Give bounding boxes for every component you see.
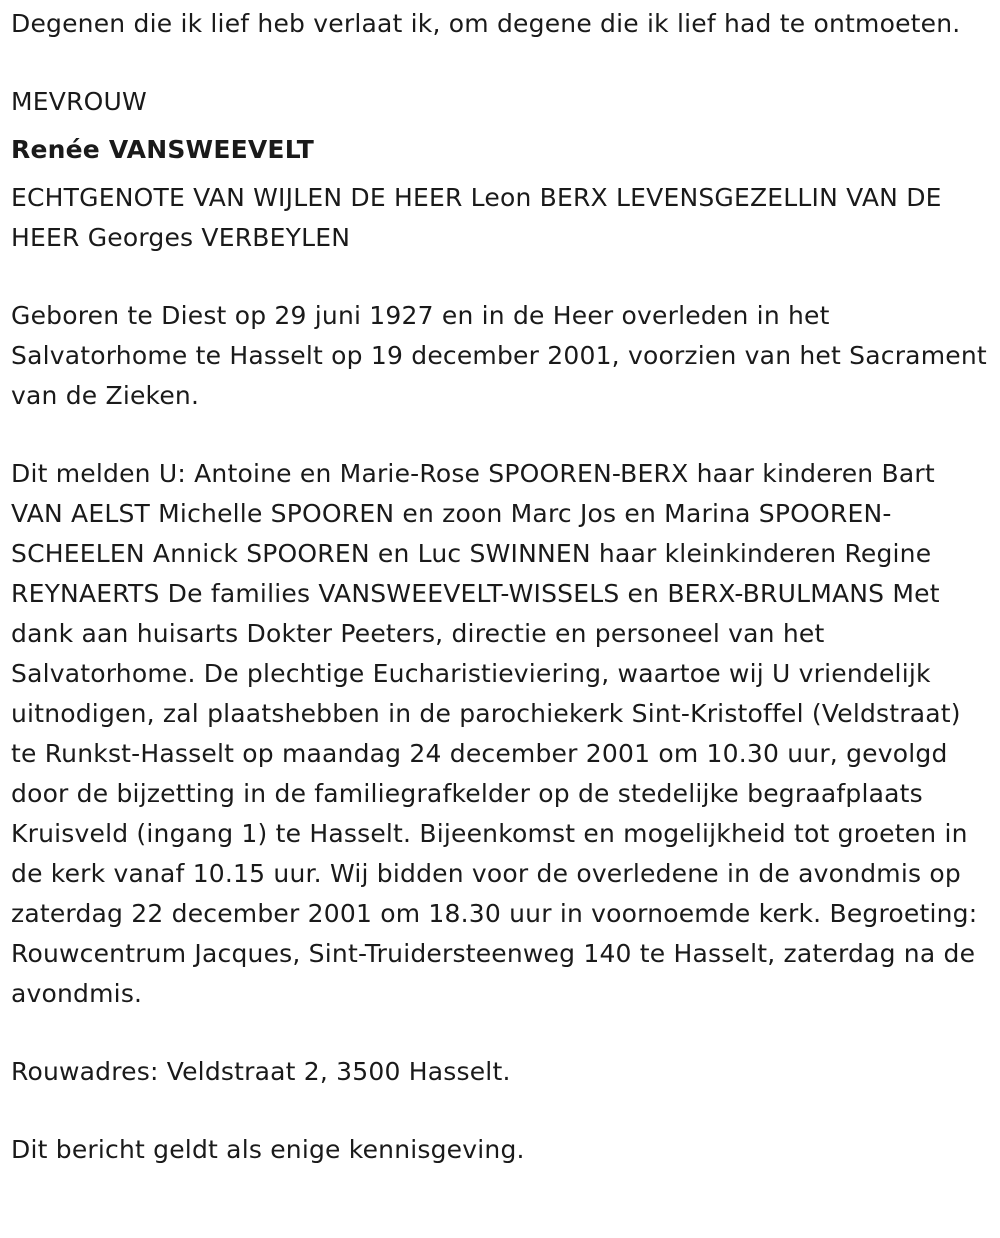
opening-quote: Degenen die ik lief heb verlaat ik, om degene die ik lief had te ontmoeten. xyxy=(11,9,961,38)
relation-line: ECHTGENOTE VAN WIJLEN DE HEER Leon BERX LEVENSGEZELLIN VAN DE HEER Georges VERBEYLEN xyxy=(11,183,942,252)
spacer xyxy=(11,1092,993,1130)
spacer xyxy=(11,44,993,82)
salutation: MEVROUW xyxy=(11,87,147,116)
spacer xyxy=(11,416,993,454)
announcement-paragraph: Dit melden U: Antoine en Marie-Rose SPOOREN-BERX haar kinderen Bart VAN AELST Michelle SPOOREN en zoon Marc Jos en Marina SPOOREN-SCHEELEN Annick SPOOREN en Luc SWINNEN haar kleinkinderen Regine REYNAERTS De families VANSWEEVELT-WISSELS en BERX-BRULMANS Met dank aan huisarts Dokter Peeters, directie en personeel van het Salvatorhome. De plechtige Eucharistieviering, waartoe wij U vriendelijk uitnodigen, zal plaatshebben in de parochiekerk Sint-Kristoffel (Veldstraat) te Runkst-Hasselt op maandag 24 december 2001 om 10.30 uur, gevolgd door de bijzetting in de familiegrafkelder op de stedelijke begraafplaats Kruisveld (ingang 1) te Hasselt. Bijeenkomst en mogelijkheid tot groeten in de kerk vanaf 10.15 uur. Wij bidden voor de overledene in de avondmis op zaterdag 22 december 2001 om 18.30 uur in voornoemde kerk. Begroeting: Rouwcentrum Jacques, Sint-Truidersteenweg 140 te Hasselt, zaterdag na de avondmis. xyxy=(11,459,978,1008)
spacer xyxy=(11,258,993,296)
birth-death-paragraph: Geboren te Diest op 29 juni 1927 en in de Heer overleden in het Salvatorhome te Hasselt op 19 december 2001, voorzien van het Sacrament van de Zieken. xyxy=(11,301,987,410)
death-notice-document xyxy=(11,4,993,1170)
spacer xyxy=(11,122,993,130)
deceased-name: Renée VANSWEEVELT xyxy=(11,135,314,164)
spacer xyxy=(11,1014,993,1052)
closing-notice: Dit bericht geldt als enige kennisgeving. xyxy=(11,1135,525,1164)
mourning-address: Rouwadres: Veldstraat 2, 3500 Hasselt. xyxy=(11,1057,511,1086)
spacer xyxy=(11,170,993,178)
